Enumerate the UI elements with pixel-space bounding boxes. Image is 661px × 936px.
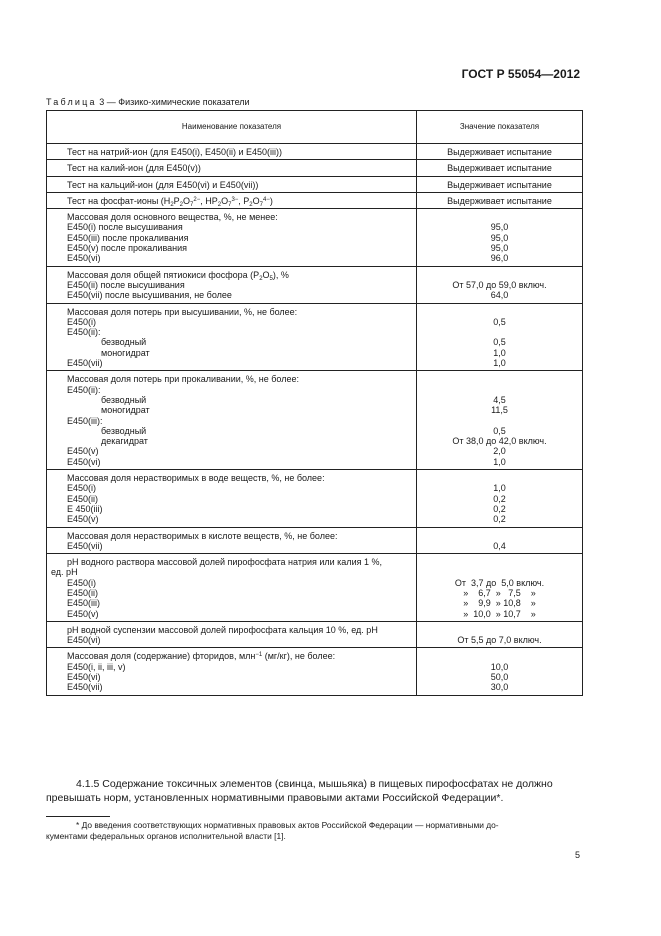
table-row xyxy=(47,527,583,554)
indicator-line: Массовая доля общей пятиокиси фосфора $(P_2O_5)$, % xyxy=(67,269,289,282)
section-paragraph xyxy=(46,777,582,805)
value-line: От 38,0 до 42,0 включ. xyxy=(452,436,547,447)
indicator-line: Тест на фосфат-ионы ($H_2P_2O_7^{2-}$, $HP_2O_7^{3-}$, $P_2O_7^{4-}$) xyxy=(67,195,273,208)
value-line: От 57,0 до 59,0 включ. xyxy=(452,279,547,290)
value-line xyxy=(419,531,580,541)
indicator-line: Тест на кальций-ион (для E450(vi) и E450(vii)) xyxy=(67,179,259,190)
indicator-value-cell xyxy=(417,554,583,622)
value-line xyxy=(419,385,580,395)
indicator-value-cell xyxy=(417,527,583,554)
value-line: 95,0 xyxy=(490,232,509,243)
value-line: 1,0 xyxy=(493,358,506,369)
value-line: » 10,0 » 10,7 » xyxy=(463,608,536,619)
footnote-line: кументами федеральных органов исполнительной власти [1]. xyxy=(46,831,286,841)
value-line xyxy=(419,557,580,567)
indicator-line: E450(iii) xyxy=(67,598,101,609)
value-line: Выдерживает испытание xyxy=(447,147,552,157)
indicator-line: E450(v) после прокаливания xyxy=(67,243,188,254)
indicator-value-cell xyxy=(417,470,583,527)
table-row xyxy=(47,209,583,266)
indicator-name-cell xyxy=(47,303,417,371)
indicator-value-cell xyxy=(417,209,583,266)
value-line xyxy=(419,416,580,426)
indicator-value-cell xyxy=(417,371,583,470)
indicator-line: E450(i) xyxy=(67,483,97,494)
column-header-name: Наименование показателя xyxy=(47,111,417,144)
value-line: 0,5 xyxy=(493,316,506,327)
footnote xyxy=(46,820,582,842)
indicator-value-cell xyxy=(417,266,583,303)
value-line: Выдерживает испытание xyxy=(447,179,552,190)
indicator-value-cell xyxy=(417,144,583,160)
indicator-line: E450(vi) xyxy=(67,456,101,467)
page-number: 5 xyxy=(574,850,580,860)
value-line: » 9,9 » 10,8 » xyxy=(463,598,536,609)
indicator-line: ед. pH xyxy=(51,567,78,578)
indicator-value-cell xyxy=(417,160,583,176)
indicator-line: E450(ii): xyxy=(67,384,101,395)
table-row xyxy=(47,192,583,208)
value-line: 50,0 xyxy=(490,672,509,683)
value-line xyxy=(419,473,580,483)
indicator-line: Массовая доля потерь при прокаливании, %, не более: xyxy=(67,374,299,385)
indicator-name-cell xyxy=(47,209,417,266)
indicator-line: E450(v) xyxy=(67,608,99,619)
table-row xyxy=(47,470,583,527)
indicator-line: Тест на натрий-ион (для E450(i), E450(ii) и E450(iii)) xyxy=(67,147,282,157)
indicator-line: E450(i) после высушивания xyxy=(67,222,183,233)
indicator-line: E450(vi) xyxy=(67,672,101,683)
indicator-line: декагидрат xyxy=(101,436,148,447)
indicator-line: Массовая доля потерь при высушивании, %, не более: xyxy=(67,306,298,317)
indicator-line: E450(i) xyxy=(67,577,97,588)
value-line: От 5,5 до 7,0 включ. xyxy=(457,635,542,646)
value-line xyxy=(419,307,580,317)
value-line: 30,0 xyxy=(490,682,509,693)
value-line: От 3,7 до 5,0 включ. xyxy=(454,577,545,588)
value-line: 96,0 xyxy=(490,253,509,264)
indicator-name-cell xyxy=(47,176,417,192)
value-line: 0,5 xyxy=(493,425,506,436)
indicator-value-cell xyxy=(417,303,583,371)
value-line: » 6,7 » 7,5 » xyxy=(463,587,536,598)
value-line: 11,5 xyxy=(491,405,508,416)
indicator-line: E450(ii): xyxy=(67,327,101,338)
physico-chemical-table xyxy=(46,110,583,696)
paragraph-line: превышать норм, установленных нормативными правовыми актами Российской Федерации*. xyxy=(46,792,504,804)
indicator-name-cell xyxy=(47,470,417,527)
footnote-separator xyxy=(46,816,110,817)
value-line xyxy=(419,651,580,661)
indicator-line: Массовая доля основного вещества, %, не менее: xyxy=(67,212,278,223)
indicator-name-cell xyxy=(47,266,417,303)
value-line: 0,4 xyxy=(493,540,506,551)
value-line: 64,0 xyxy=(490,290,509,301)
indicator-line: безводный xyxy=(101,394,147,405)
indicator-value-cell xyxy=(417,621,583,648)
indicator-name-cell xyxy=(47,648,417,695)
table-row xyxy=(47,303,583,371)
value-line xyxy=(419,212,580,222)
indicator-line: E450(vii) xyxy=(67,358,103,369)
document-code: ГОСТ Р 55054—2012 xyxy=(461,67,580,81)
footnote-line: * До введения соответствующих нормативных правовых актов Российской Федерации — нормативными до- xyxy=(76,820,499,830)
table-row xyxy=(47,554,583,622)
indicator-line: E450(i) xyxy=(67,316,97,327)
indicator-line: E450(vii) xyxy=(67,540,103,551)
indicator-line: Тест на калий-ион (для E450(v)) xyxy=(67,163,201,174)
value-line xyxy=(419,374,580,384)
indicator-value-cell xyxy=(417,648,583,695)
table-caption-text: 3 — Физико-химические показатели xyxy=(99,97,250,107)
indicator-line: Массовая доля нерастворимых в кислоте веществ, %, не более: xyxy=(67,530,338,541)
indicator-name-cell xyxy=(47,554,417,622)
indicator-name-cell xyxy=(47,621,417,648)
table-row xyxy=(47,621,583,648)
indicator-line: E 450(iii) xyxy=(67,503,103,514)
value-line: 0,2 xyxy=(493,493,506,504)
value-line: Выдерживает испытание xyxy=(447,195,552,206)
indicator-line: безводный xyxy=(101,337,147,348)
indicator-line: E450(vii) xyxy=(67,682,103,693)
indicator-name-cell xyxy=(47,371,417,470)
indicator-line: E450(iii) после прокаливания xyxy=(67,232,189,243)
indicator-line: pH водной суспензии массовой долей пирофосфата кальция 10 %, ед. pH xyxy=(67,624,378,635)
value-line: 0,2 xyxy=(493,503,506,514)
indicator-value-cell xyxy=(417,176,583,192)
indicator-line: E450(ii) xyxy=(67,493,99,504)
table-row xyxy=(47,160,583,176)
value-line: 0,2 xyxy=(493,514,506,525)
indicator-line: безводный xyxy=(101,425,147,436)
value-line xyxy=(419,625,580,635)
table-caption-prefix: Таблица xyxy=(46,97,97,107)
value-line xyxy=(419,567,580,577)
table-row xyxy=(47,648,583,695)
indicator-line: моногидрат xyxy=(101,405,150,416)
indicator-line: E450(iii): xyxy=(67,415,103,426)
value-line: 1,0 xyxy=(493,483,506,494)
indicator-name-cell xyxy=(47,160,417,176)
indicator-line: Массовая доля нерастворимых в воде веществ, %, не более: xyxy=(67,473,325,484)
paragraph-line: 4.1.5 Содержание токсичных элементов (свинца, мышьяка) в пищевых пирофосфатах не должно xyxy=(76,778,553,790)
indicator-line: E450(vi) xyxy=(67,253,101,264)
table-row xyxy=(47,176,583,192)
indicator-line: E450(vii) после высушивания, не более xyxy=(67,290,232,301)
value-line: 4,5 xyxy=(493,394,506,405)
table-row xyxy=(47,266,583,303)
value-line: 0,5 xyxy=(493,337,506,348)
indicator-line: E450(ii) xyxy=(67,587,99,598)
value-line: 1,0 xyxy=(493,347,506,358)
indicator-line: E450(v) xyxy=(67,514,99,525)
indicator-value-cell xyxy=(417,192,583,208)
table-caption xyxy=(46,97,250,107)
table-row xyxy=(47,371,583,470)
indicator-name-cell xyxy=(47,527,417,554)
value-line xyxy=(419,270,580,280)
indicator-line: E450(i, ii, iii, v) xyxy=(67,661,126,672)
indicator-name-cell xyxy=(47,192,417,208)
indicator-line: моногидрат xyxy=(101,347,150,358)
value-line: 95,0 xyxy=(490,222,509,233)
indicator-line: E450(v) xyxy=(67,446,99,457)
value-line: 95,0 xyxy=(490,243,509,254)
indicator-name-cell xyxy=(47,144,417,160)
column-header-value: Значение показателя xyxy=(417,111,583,144)
value-line: 1,0 xyxy=(493,456,506,467)
indicator-line: E450(vi) xyxy=(67,635,101,646)
value-line: 10,0 xyxy=(490,661,509,672)
indicator-line: Массовая доля (содержание) фторидов, млн$^{-1}$ (мг/кг), не более: xyxy=(67,651,336,662)
value-line: 2,0 xyxy=(493,446,506,457)
value-line xyxy=(419,327,580,337)
table-body xyxy=(47,144,583,696)
table-row xyxy=(47,144,583,160)
indicator-line: E450(ii) после высушивания xyxy=(67,279,185,290)
table-header-row xyxy=(47,111,583,144)
value-line: Выдерживает испытание xyxy=(447,163,552,174)
indicator-line: pH водного раствора массовой долей пирофосфата натрия или калия 1 %, xyxy=(67,557,382,568)
